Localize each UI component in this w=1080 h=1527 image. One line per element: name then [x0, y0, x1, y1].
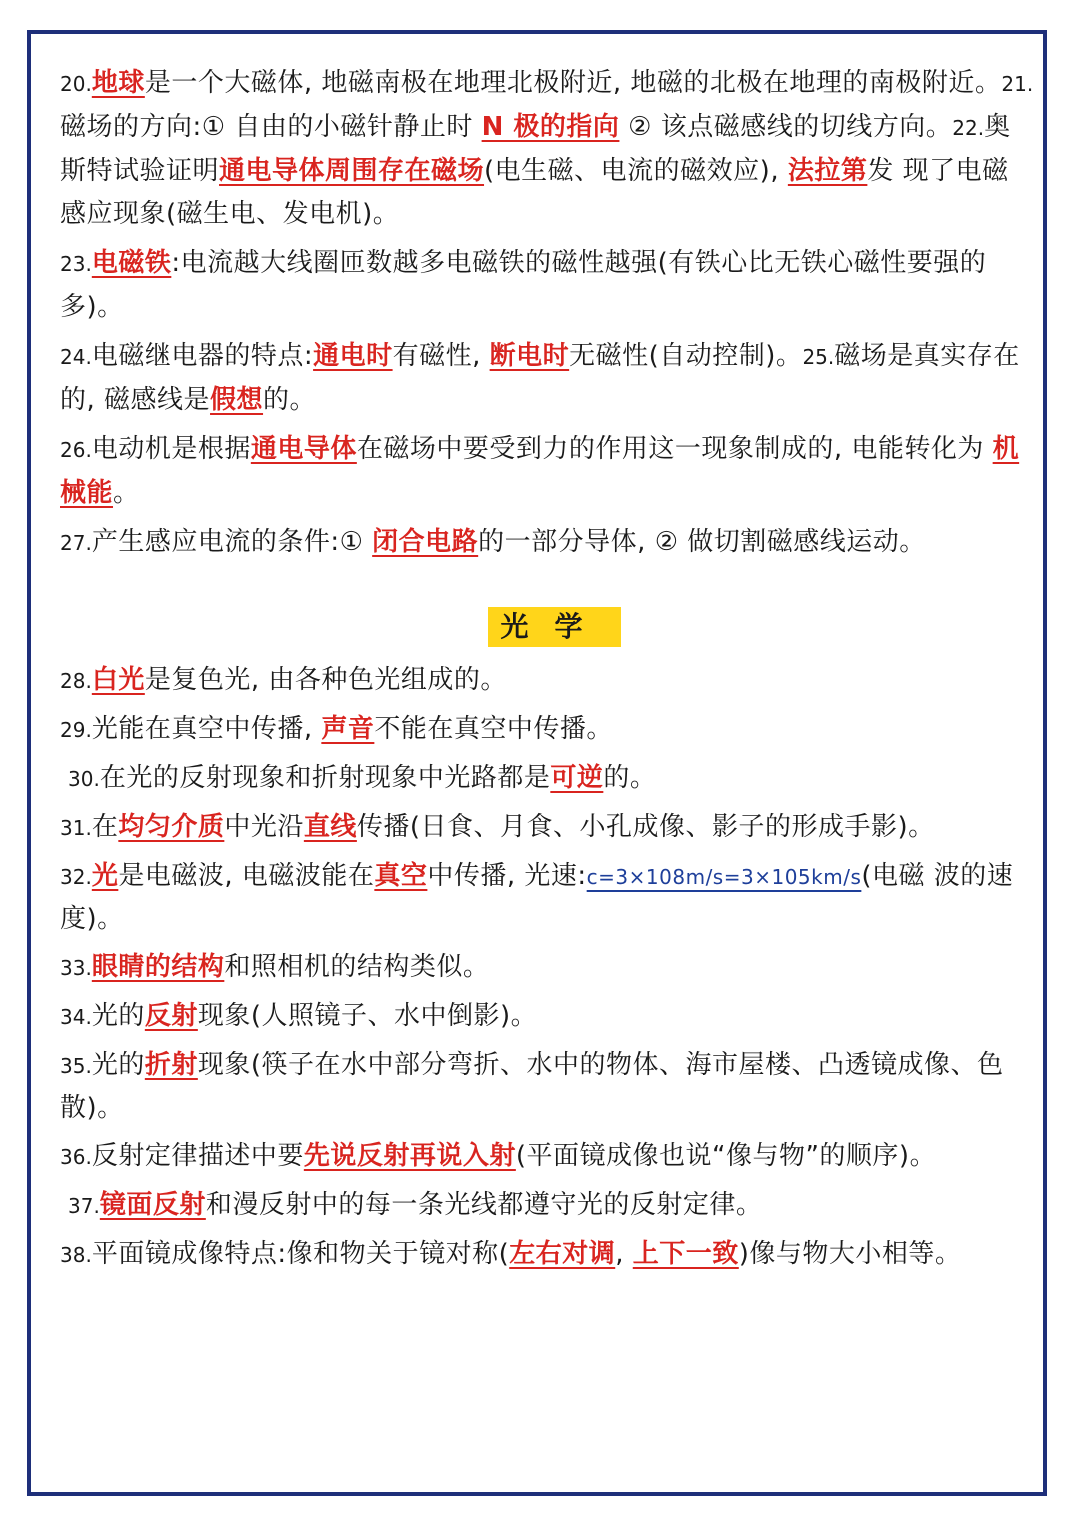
item-34: 34.光的反射现象(人照镜子、水中倒影)。	[60, 1001, 538, 1031]
item-27: 27.产生感应电流的条件:① 闭合电路的一部分导体, ② 做切割磁感线运动。	[60, 527, 926, 557]
keyword-imaginary: 假想	[210, 385, 264, 415]
keyword-up-down-same: 上下一致	[632, 1239, 739, 1269]
keyword-closed-circuit: 闭合电路	[372, 527, 479, 557]
item-36: 36.反射定律描述中要先说反射再说入射(平面镜成像也说“像与物”的顺序)。	[60, 1141, 937, 1171]
keyword-n-pole: N 极的指向	[481, 112, 620, 142]
keyword-mechanical-energy: 机械能	[60, 434, 1020, 508]
item-30: 30.在光的反射现象和折射现象中光路都是可逆的。	[68, 763, 657, 793]
item-38: 38.平面镜成像特点:像和物关于镜对称(左右对调, 上下一致)像与物大小相等。	[60, 1239, 962, 1269]
keyword-reflect-then-incident: 先说反射再说入射	[303, 1141, 516, 1171]
section-heading	[60, 607, 1035, 651]
keyword-vacuum: 真空	[374, 861, 428, 891]
item-20-21-22: 20.地球是一个大磁体, 地磁南极在地理北极附近, 地磁的北极在地理的南极附近。21.磁场的方向:① 自由的小磁针静止时 N 极的指向 ② 该点磁感线的切线方向。22.奥斯特试验证明通电导体周围存在磁场(电生磁、电流的磁效应), 法拉第发 现了电磁感应现象(磁生电、发电机)。	[60, 68, 1034, 229]
keyword-left-right-swap: 左右对调	[509, 1239, 616, 1269]
keyword-current-conductor: 通电导体	[250, 434, 357, 464]
keyword-reversible: 可逆	[550, 763, 604, 793]
item-37: 37.镜面反射和漫反射中的每一条光线都遵守光的反射定律。	[68, 1190, 763, 1220]
keyword-power-off: 断电时	[489, 341, 570, 371]
light-speed-formula: c=3×108m/s=3×105km/s	[586, 865, 862, 889]
section-title-optics: 光学	[488, 607, 620, 647]
keyword-current-magnetic-field: 通电导体周围存在磁场	[219, 156, 485, 186]
keyword-refraction: 折射	[144, 1050, 198, 1080]
keyword-specular-reflection: 镜面反射	[99, 1190, 206, 1220]
item-31: 31.在均匀介质中光沿直线传播(日食、月食、小孔成像、影子的形成手影)。	[60, 812, 935, 842]
keyword-eye-structure: 眼睛的结构	[91, 952, 225, 982]
item-26: 26.电动机是根据通电导体在磁场中要受到力的作用这一现象制成的, 电能转化为 机械能。	[60, 434, 1020, 508]
keyword-reflection: 反射	[144, 1001, 198, 1031]
item-32: 32.光是电磁波, 电磁波能在真空中传播, 光速:c=3×108m/s=3×105km/s(电磁 波的速度)。	[60, 861, 1014, 934]
notes-content	[60, 62, 1035, 1282]
keyword-white-light: 白光	[91, 665, 145, 695]
keyword-sound: 声音	[321, 714, 375, 744]
keyword-uniform-medium: 均匀介质	[118, 812, 225, 842]
item-28: 28.白光是复色光, 由各种色光组成的。	[60, 665, 507, 695]
keyword-straight-line: 直线	[303, 812, 357, 842]
keyword-earth: 地球	[91, 68, 145, 98]
item-29: 29.光能在真空中传播, 声音不能在真空中传播。	[60, 714, 613, 744]
keyword-light: 光	[91, 861, 119, 891]
item-33: 33.眼睛的结构和照相机的结构类似。	[60, 952, 490, 982]
keyword-power-on: 通电时	[313, 341, 393, 371]
item-23: 23.电磁铁:电流越大线圈匝数越多电磁铁的磁性越强(有铁心比无铁心磁性要强的多)。	[60, 248, 987, 322]
item-35: 35.光的折射现象(筷子在水中部分弯折、水中的物体、海市屋楼、凸透镜成像、色散)。	[60, 1050, 1004, 1123]
keyword-electromagnet: 电磁铁	[91, 248, 172, 278]
keyword-faraday: 法拉第	[787, 156, 868, 186]
item-24-25: 24.电磁继电器的特点:通电时有磁性, 断电时无磁性(自动控制)。25.磁场是真实存在的, 磁感线是假想的。	[60, 341, 1020, 415]
